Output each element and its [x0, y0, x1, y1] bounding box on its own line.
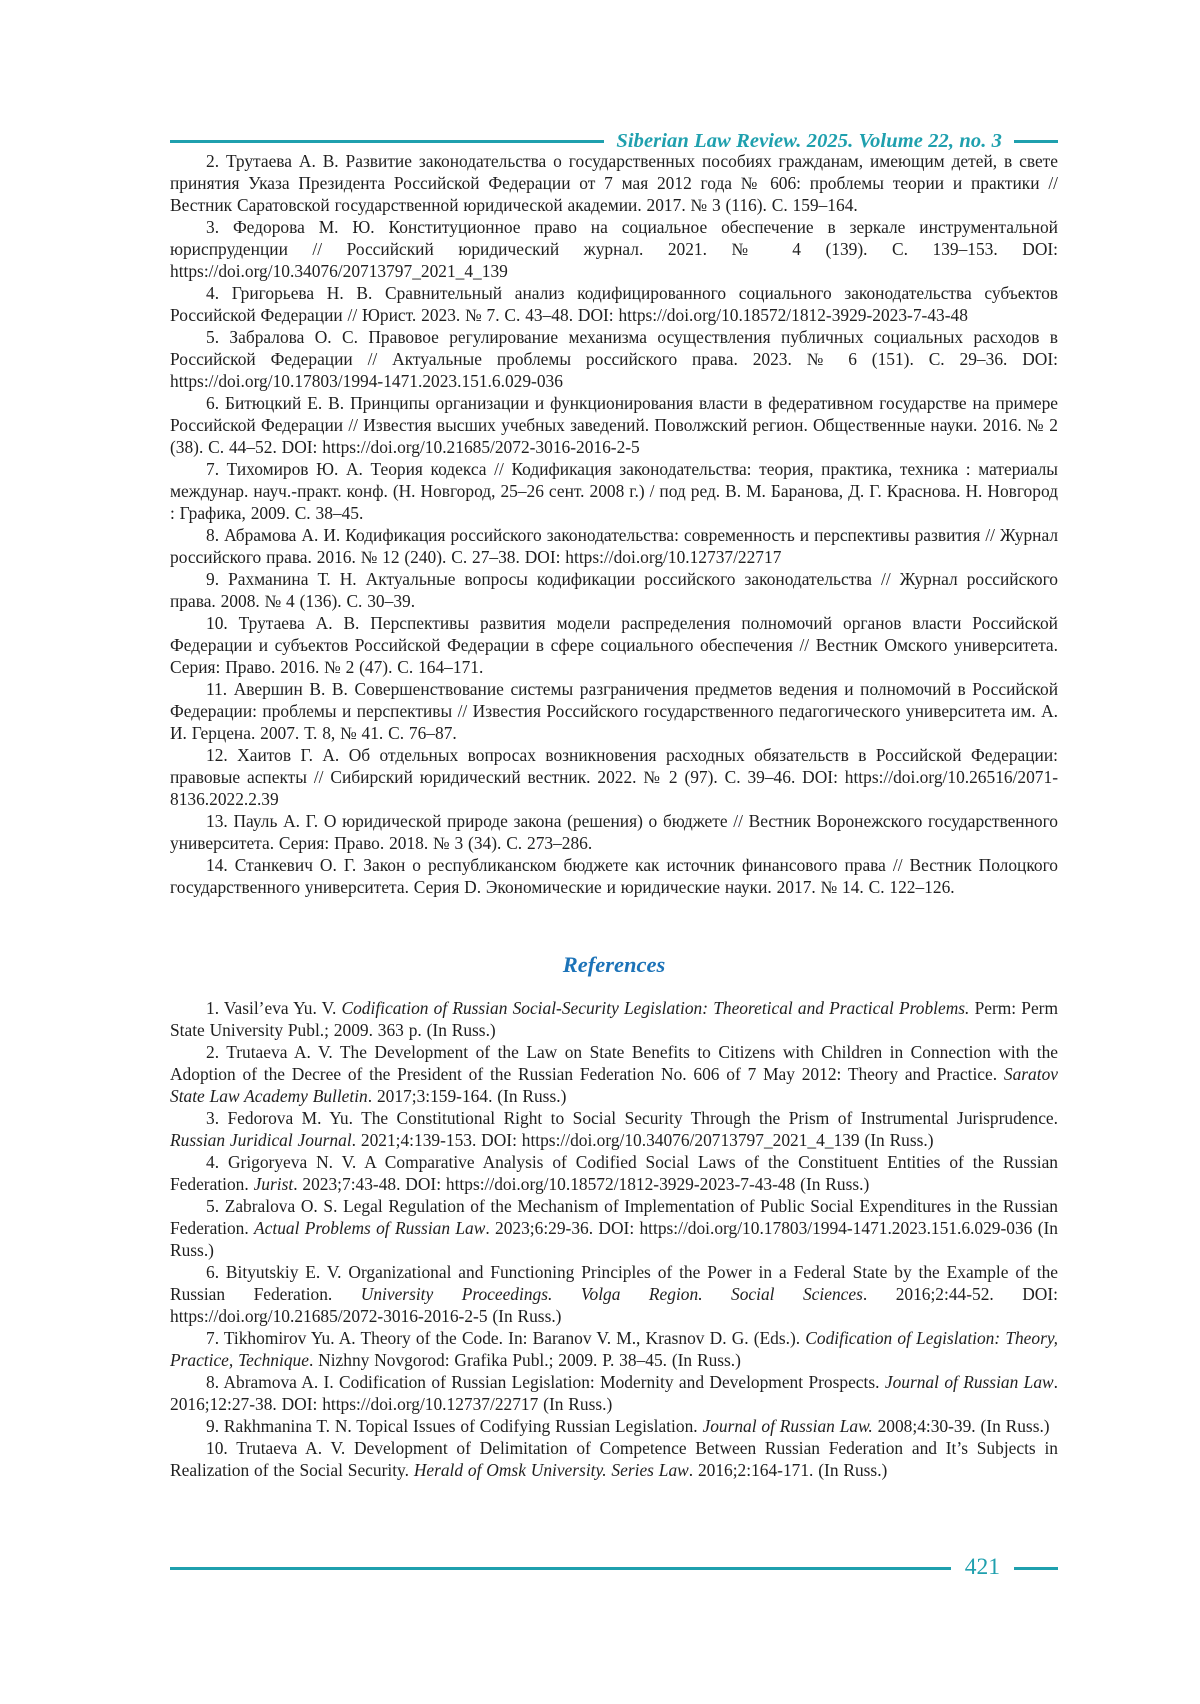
reference-item: 1. Vasil’eva Yu. V. Codification of Russian Social-Security Legislation: Theoretical and Practical Problems. Perm: Perm State University Publ.; 2009. 363 p. (In Russ.): [170, 998, 1058, 1040]
reference-item: 2. Трутаева А. В. Развитие законодательства о государственных пособиях гражданам, имеющим детей, в свете принятия Указа Президента Российской Федерации от 7 мая 2012 года № 606: проблемы теории и практики // Вестник Саратовской государственной юридической академии. 2017. № 3 (116). С. 159–164.: [170, 151, 1058, 215]
reference-item: 4. Григорьева Н. В. Сравнительный анализ кодифицированного социального законодательства субъектов Российской Федерации // Юрист. 2023. № 7. С. 43–48. DOI: https://doi.org/10.18572/1812-3929-2023-7-43-48: [170, 283, 1058, 325]
reference-item: 9. Рахманина Т. Н. Актуальные вопросы кодификации российского законодательства // Журнал российского права. 2008. № 4 (136). С. 30–39.: [170, 569, 1058, 611]
reference-item: 2. Trutaeva A. V. The Development of the Law on State Benefits to Citizens with Children in Connection with the Adoption of the Decree of the President of the Russian Federation No. 606 of 7 May 2012: Theory and Practice. Saratov State Law Academy Bulletin. 2017;3:159-164. (In Russ.): [170, 1042, 1058, 1106]
references-heading: References: [562, 952, 666, 977]
russian-references-list: [170, 150, 1058, 898]
reference-item: 8. Абрамова А. И. Кодификация российского законодательства: современность и перспективы развития // Журнал российского права. 2016. № 12 (240). С. 27–38. DOI: https://doi.org/10.12737/22717: [170, 525, 1058, 567]
reference-item: 7. Tikhomirov Yu. A. Theory of the Code. In: Baranov V. M., Krasnov D. G. (Eds.). Codification of Legislation: Theory, Practice, Technique. Nizhny Novgorod: Grafika Publ.; 2009. P. 38–45. (In Russ.): [170, 1328, 1058, 1370]
reference-item: 9. Rakhmanina T. N. Topical Issues of Codifying Russian Legislation. Journal of Russian Law. 2008;4:30-39. (In Russ.): [206, 1416, 1050, 1436]
reference-item: 14. Станкевич О. Г. Закон о республиканском бюджете как источник финансового права // Вестник Полоцкого государственного университета. Серия D. Экономические и юридические науки. 2017. № 14. С. 122–126.: [170, 855, 1058, 897]
reference-item: 6. Битюцкий Е. В. Принципы организации и функционирования власти в федеративном государстве на примере Российской Федерации // Известия высших учебных заведений. Поволжский регион. Общественные науки. 2016. № 2 (38). С. 44–52. DOI: https://doi.org/10.21685/2072-3016-2016-2-5: [170, 393, 1058, 457]
reference-item: 5. Zabralova O. S. Legal Regulation of the Mechanism of Implementation of Public Social Expenditures in the Russian Federation. Actual Problems of Russian Law. 2023;6:29-36. DOI: https://doi.org/10.17803/1994-1471.2023.151.6.029-036 (In Russ.): [170, 1196, 1058, 1260]
footer-dash: [1014, 1567, 1058, 1570]
header-dash: [1014, 140, 1058, 143]
english-references-list: [170, 997, 1058, 1481]
reference-item: 13. Пауль А. Г. О юридической природе закона (решения) о бюджете // Вестник Воронежского государственного университета. Серия: Право. 2018. № 3 (34). С. 273–286.: [170, 811, 1058, 853]
page-number: 421: [964, 1554, 1000, 1581]
reference-item: 5. Забралова О. С. Правовое регулирование механизма осуществления публичных социальных расходов в Российской Федерации // Актуальные проблемы российского права. 2023. № 6 (151). С. 29–36. DOI: https://doi.org/10.17803/1994-1471.2023.151.6.029-036: [170, 327, 1058, 391]
reference-item: 8. Abramova A. I. Codification of Russian Legislation: Modernity and Development Prospects. Journal of Russian Law. 2016;12:27-38. DOI: https://doi.org/10.12737/22717 (In Russ.): [170, 1372, 1058, 1414]
header-rule-line: [170, 140, 604, 143]
reference-item: 3. Fedorova M. Yu. The Constitutional Right to Social Security Through the Prism of Instrumental Jurisprudence. Russian Juridical Journal. 2021;4:139-153. DOI: https://doi.org/10.34076/20713797_2021_4_139 (In Russ.): [170, 1108, 1058, 1150]
reference-item: 7. Тихомиров Ю. А. Теория кодекса // Кодификация законодательства: теория, практика, техника : материалы междунар. науч.-практ. конф. (Н. Новгород, 25–26 сент. 2008 г.) / под ред. В. М. Баранова, Д. Г. Краснова. Н. Новгород : Графика, 2009. С. 38–45.: [170, 459, 1058, 523]
journal-title: Siberian Law Review. 2025. Volume 22, no. 3: [616, 129, 1002, 152]
page-footer: [170, 1553, 1058, 1583]
reference-item: 4. Grigoryeva N. V. A Comparative Analysis of Codified Social Laws of the Constituent Entities of the Russian Federation. Jurist. 2023;7:43-48. DOI: https://doi.org/10.18572/1812-3929-2023-7-43-48 (In Russ.): [170, 1152, 1058, 1194]
reference-item: 3. Федорова М. Ю. Конституционное право на социальное обеспечение в зеркале инструментальной юриспруденции // Российский юридический журнал. 2021. № 4 (139). С. 139–153. DOI: https://doi.org/10.34076/20713797_2021_4_139: [170, 217, 1058, 281]
reference-item: 12. Хаитов Г. А. Об отдельных вопросах возникновения расходных обязательств в Российской Федерации: правовые аспекты // Сибирский юридический вестник. 2022. № 2 (97). С. 39–46. DOI: https://doi.org/10.26516/2071-8136.2022.2.39: [170, 745, 1058, 809]
reference-item: 11. Авершин В. В. Совершенствование системы разграничения предметов ведения и полномочий в Российской Федерации: проблемы и перспективы // Известия Российского государственного педагогического университета им. А. И. Герцена. 2007. Т. 8, № 41. С. 76–87.: [170, 679, 1058, 743]
reference-item: 10. Трутаева А. В. Перспективы развития модели распределения полномочий органов власти Российской Федерации и субъектов Российской Федерации в сфере социального обеспечения // Вестник Омского университета. Серия: Право. 2016. № 2 (47). С. 164–171.: [170, 613, 1058, 677]
page-body: [170, 150, 1058, 1481]
reference-item: 6. Bityutskiy E. V. Organizational and Functioning Principles of the Power in a Federal State by the Example of the Russian Federation. University Proceedings. Volga Region. Social Sciences. 2016;2:44-52. DOI: https://doi.org/10.21685/2072-3016-2016-2-5 (In Russ.): [170, 1262, 1058, 1326]
footer-rule-line: [170, 1567, 951, 1570]
reference-item: 10. Trutaeva A. V. Development of Delimitation of Competence Between Russian Federation and It’s Subjects in Realization of the Social Security. Herald of Omsk University. Series Law. 2016;2:164-171. (In Russ.): [170, 1438, 1058, 1480]
